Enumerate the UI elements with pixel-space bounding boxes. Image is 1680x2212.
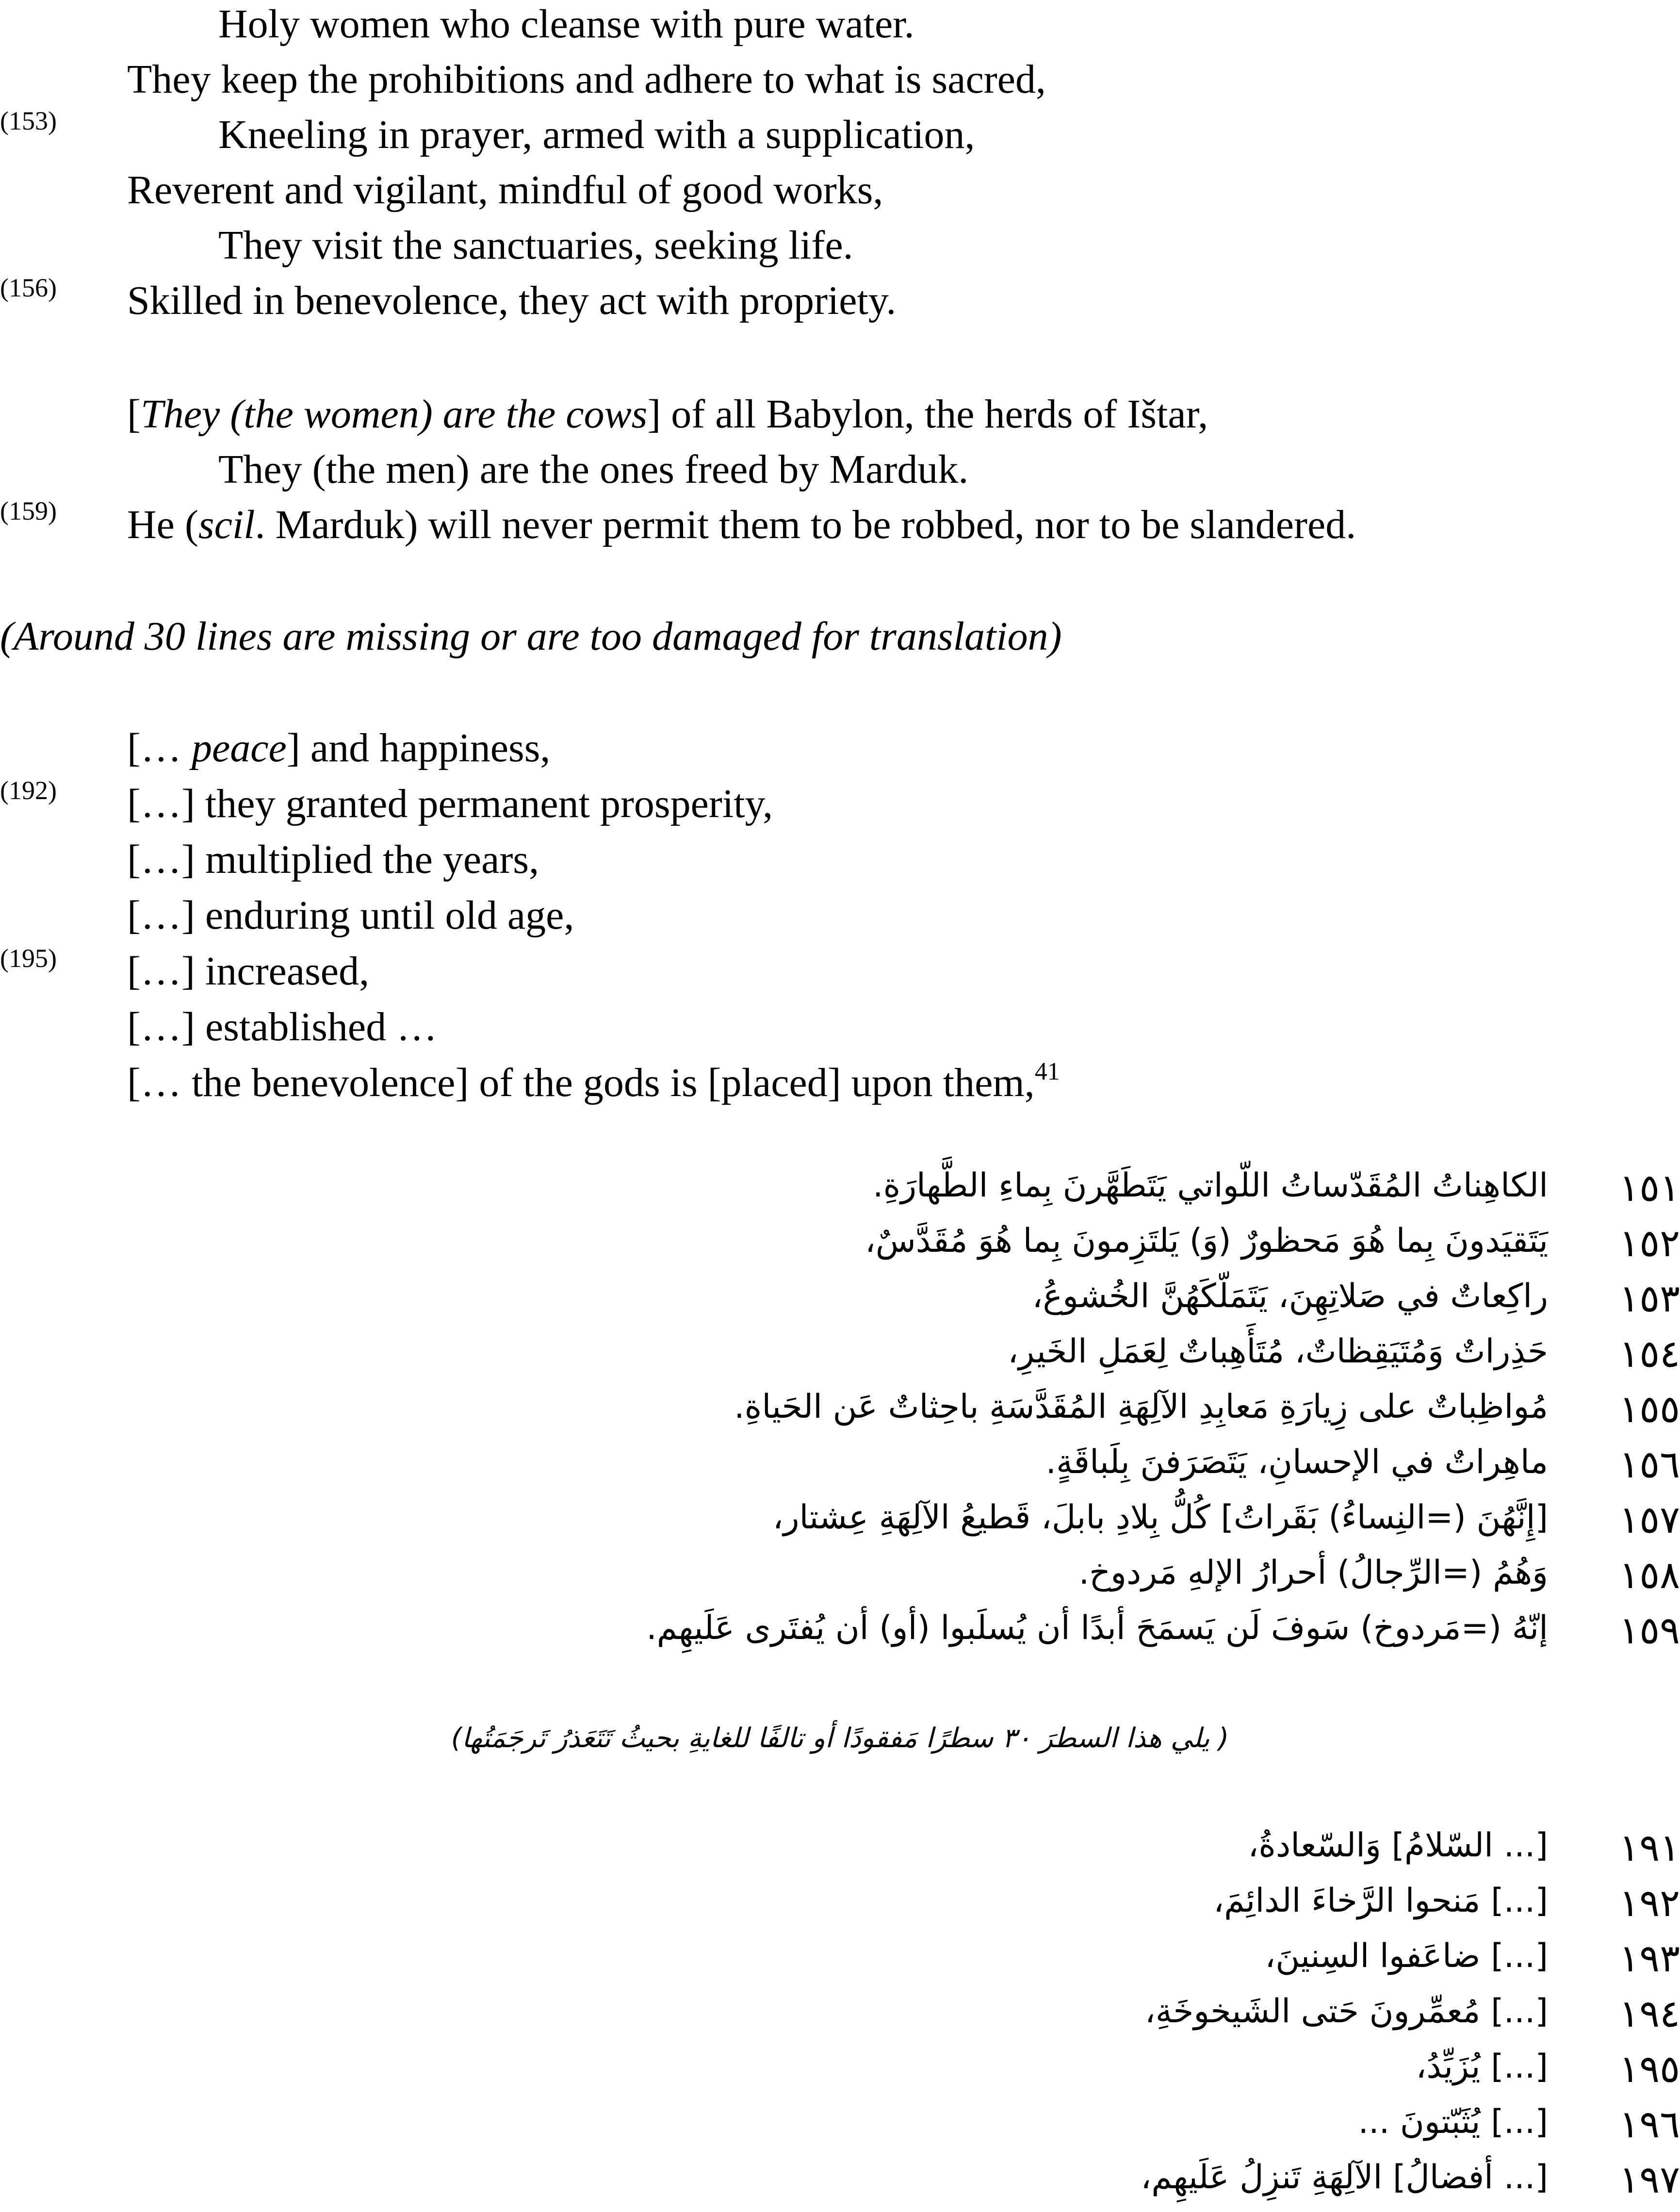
arabic-line	[0, 1166, 1680, 1218]
arabic-line	[0, 1388, 1680, 1439]
arabic-line	[0, 1992, 1680, 2044]
arabic-line	[0, 1554, 1680, 1605]
verse-line: [They (the women) are the cows] of all Babylon, the herds of Ištar,	[127, 392, 1208, 437]
verse-line: [… the benevolence] of the gods is [placed] upon them,$^{41}$	[127, 1058, 1060, 1105]
arabic-line-text: [...] مَنحوا الرَّخاءَ الدائِمَ،	[1213, 1882, 1548, 1920]
arabic-line-text: مُواظِباتٌ على زِيارَةِ مَعابِدِ الآلِهَةِ المُقَدَّسَةِ باحِثاتٌ عَن الحَياةِ.	[734, 1388, 1548, 1426]
verse-line: […] they granted permanent prosperity,	[127, 781, 773, 826]
arabic-line-text: [...] يُزَيِّدُ،	[1416, 2048, 1548, 2086]
arabic-line-number: ١٥٥	[1619, 1388, 1680, 1430]
arabic-line-text: حَذِراتٌ وَمُتَيَقِظاتٌ، مُتَأَهِباتٌ لِعَمَلِ الخَيرِ،	[1008, 1332, 1548, 1371]
verse-line: Holy women who cleanse with pure water.	[218, 1, 914, 47]
arabic-line-text: وَهُمُ (=الرِّجالُ) أحرارُ الإلهِ مَردوخ.	[1078, 1554, 1548, 1592]
line-number: (192)	[0, 776, 57, 805]
arabic-line-number: ١٩٤	[1619, 1993, 1680, 2035]
arabic-line-text: [...] يُثَبّتونَ ...	[1358, 2103, 1548, 2141]
arabic-line-text: يَتَقيَدونَ بِما هُوَ مَحظورٌ (وَ) يَلتَزِمونَ بِما هُوَ مُقَدَّسٌ،	[864, 1222, 1548, 1260]
italic-restoration: They (the women) are the cows	[140, 392, 648, 437]
arabic-line-number: ١٥١	[1619, 1167, 1680, 1209]
arabic-line	[0, 1443, 1680, 1494]
line-number: (153)	[0, 106, 57, 135]
footnote-marker[interactable]: 41	[1034, 1058, 1060, 1085]
arabic-line-number: ١٥٦	[1619, 1443, 1680, 1486]
verse-line: […] established …	[127, 1004, 438, 1049]
verse-line: He (scil. Marduk) will never permit them to be robbed, nor to be slandered.	[127, 502, 1356, 547]
arabic-line	[0, 1937, 1680, 1988]
verse-line: They visit the sanctuaries, seeking life.	[218, 223, 853, 268]
line-number: (159)	[0, 496, 57, 525]
arabic-line	[0, 2103, 1680, 2154]
arabic-line	[0, 1884, 1680, 1933]
arabic-line-number: ١٥٩	[1619, 1609, 1680, 1652]
line-number: (156)	[0, 273, 57, 302]
verse-line: Kneeling in prayer, armed with a supplication,	[218, 112, 975, 157]
arabic-line-number: ١٥٣	[1619, 1278, 1680, 1320]
verse-line: They (the men) are the ones freed by Marduk.	[218, 447, 969, 492]
arabic-line	[0, 1609, 1680, 1660]
arabic-line-text: [إِنَّهُنَ (=النِساءُ) بَقَراتُ] كُلُّ بِلادِ بابلَ، قَطيعُ الآلِهَةِ عِشتار،	[772, 1498, 1548, 1537]
line-number: (195)	[0, 944, 57, 973]
arabic-line-text: [...] مُعمِّرونَ حَتى الشَيخوخَةِ،	[1144, 1992, 1548, 2031]
verse-line: […] multiplied the years,	[127, 837, 539, 882]
arabic-missing-lines-note: ( يلي هذا السطرَ ٣٠ سطرًا مَفقودًا أو تالفًا للغايةِ بحيثُ تَتَعَذرُ تَرجَمَتُها)	[451, 1722, 1229, 1754]
verse-line: […] increased,	[127, 949, 370, 994]
arabic-line-number: ١٩٦	[1619, 2103, 1680, 2146]
arabic-line	[0, 1332, 1680, 1384]
arabic-line-text: [...] ضاعَفوا السِنينَ،	[1265, 1937, 1548, 1975]
italic-abbreviation: scil	[198, 502, 255, 547]
arabic-line-number: ١٩٥	[1619, 2048, 1680, 2090]
arabic-line-number: ١٩١	[1619, 1827, 1680, 1869]
arabic-line-text: الكاهِناتُ المُقَدّساتُ اللّواتي يَتَطَهَّرنَ بِماءِ الطَّهارَةِ.	[872, 1166, 1548, 1205]
arabic-line-text: إنّهُ (=مَردوخ) سَوفَ لَن يَسمَحَ أبدًا أن يُسلَبوا (أو) أن يُفتَرى عَلَيهِم.	[646, 1609, 1548, 1647]
verse-line: Skilled in benevolence, they act with propriety.	[127, 278, 897, 323]
arabic-line-number: ١٩٢	[1619, 1882, 1680, 1924]
arabic-line-text: [... أفضالُ] الآلِهَةِ تَنزِلُ عَلَيهِم،	[1141, 2158, 1548, 2196]
arabic-line-number: ١٥٤	[1619, 1333, 1680, 1375]
arabic-line	[0, 1498, 1680, 1550]
verse-line: [… peace] and happiness,	[127, 725, 551, 770]
arabic-line-number: ١٥٨	[1619, 1554, 1680, 1596]
arabic-line-text: ماهِراتٌ في الإحسانِ، يَتَصَرَفنَ بِلَباقَةٍ.	[1045, 1443, 1548, 1481]
verse-line: Reverent and vigilant, mindful of good works,	[127, 167, 883, 213]
verse-line: They keep the prohibitions and adhere to what is sacred,	[127, 57, 1046, 102]
verse-line: […] enduring until old age,	[127, 893, 574, 938]
arabic-line-text: راكِعاتٌ في صَلاتِهِنَ، يَتَمَلّكَهُنَّ الخُشوعُ،	[1032, 1277, 1548, 1315]
italic-restoration: peace	[191, 725, 287, 770]
arabic-line	[0, 1222, 1680, 1273]
arabic-line	[0, 2050, 1680, 2099]
arabic-line-number: ١٩٣	[1619, 1937, 1680, 1980]
arabic-line-number: ١٥٧	[1619, 1499, 1680, 1541]
arabic-line	[0, 1826, 1680, 1878]
arabic-line-text: [... السّلامُ] وَالسّعادةُ،	[1248, 1826, 1548, 1865]
arabic-line	[0, 2158, 1680, 2210]
arabic-line-number: ١٥٢	[1619, 1222, 1680, 1264]
arabic-line	[0, 1277, 1680, 1328]
missing-lines-note: (Around 30 lines are missing or are too damaged for translation)	[0, 614, 1062, 659]
arabic-line-number: ١٩٧	[1619, 2159, 1680, 2201]
